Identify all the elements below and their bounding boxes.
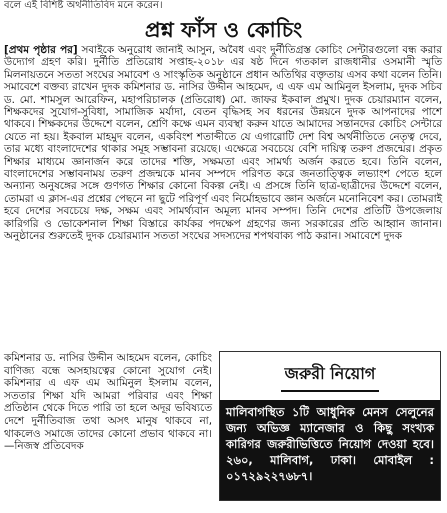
ad-header [220, 352, 440, 400]
ad-title: জরুরী নিয়োগ [281, 361, 380, 392]
previous-article-ending: বলে এই বিশিষ্ট অর্থনীতিবিদ মনে করেন। [4, 0, 163, 11]
continuation-tag: [প্রথম পৃষ্ঠার পর] [4, 44, 78, 56]
continuation-text: কমিশনার ড. নাসির উদ্দীন আহমেদ বলেন, কোচিং বাণিজ্য বন্ধে অসহায়ত্বের কোনো সুযোগ নেই। কমিশনার এ এফ এম আমিনুল ইসলাম বলেন, সততার শিক্ষা যদি আমরা পরিবার এবং শিক্ষা প্রতিষ্ঠান থেকে দিতে পারি তা হলে অদূর ভবিষ্যতে দেশে দুর্নীতিবাজ তথা অসৎ মানুষ থাকবে না, থাকলেও সমাজে তাদের কোনো প্রভাব থাকবে না। —নিজস্ব প্রতিবেদক [4, 352, 212, 453]
article-continuation-column [4, 352, 212, 453]
article-paragraph [4, 44, 442, 243]
article-headline: প্রশ্ন ফাঁস ও কোচিং [144, 17, 303, 42]
ad-body: মালিবাগস্থিত ১টি আধুনিক মেনস সেলুনের জন্য অভিজ্ঞ ম্যানেজার ও কিছু সংখ্যক কারিগর জরুরীভিত্তিতে নিয়োগ দেওয়া হবে। ২৬০, মালিবাগ, ঢাকা। মোবাইল : ০১৭২৯২২৭৬৮৭। [220, 400, 440, 500]
article-body [4, 44, 442, 243]
article-text: সবাইকে অনুরোধ জানাই আসুন, অবৈধ এবং দুর্নীতিগ্রস্ত কোচিং সেন্টারগুলো বন্ধ করার উদ্যোগ গ্রহণ করি। দুর্নীতি প্রতিরোধ সপ্তাহ-২০১৮ এর ষষ্ঠ দিনে গতকাল রাজধানীর ওসমানী স্মৃতি মিলনায়তনে সততা সংঘের সমাবেশ ও সাংস্কৃতিক অনুষ্ঠানে প্রধান অতিথির বক্তৃতায় এসব কথা বলেন তিনি। সমাবেশে বক্তব্য রাখেন দুদক কমিশনার ড. নাসির উদ্দীন আহমেদ, এ এফ এম আমিনুল ইসলাম, দুদক সচিব ড. মো. শামসুল আরেফিন, মহাপরিচালক (প্রতিরোধ) মো. জাফর ইকবাল প্রমুখ। দুদক চেয়ারম্যান বলেন, শিক্ষকদের সুযোগ-সুবিধা, সামাজিক মর্যাদা, বেতন বৃদ্ধিসহ সব ধরনের উন্নয়নে দুদক আপনাদের পাশে থাকবে। শিক্ষকদের উদ্দেশে বলেন, শ্রেণি কক্ষে এমন ব্যবস্থা করুন যাতে আমাদের সন্তানদের কোচিং সেন্টারে যেতে না হয়। ইকবাল মাহমুদ বলেন, একবিংশ শতাব্দীতে যে এগারোটি দেশ বিশ্ব অর্থনীতিতে নেতৃত্ব দেবে, তার মধ্যে বাংলাদেশের থাকার সমূহ সম্ভাবনা রয়েছে। এক্ষেত্রে সবচেয়ে বেশি দায়িত্ব তরুণ প্রজন্মের। প্রকৃত শিক্ষার মাধ্যমে জ্ঞানার্জন করে তাদের শক্তি, সক্ষমতা এবং সামর্থ্য অর্জন করতে হবে। তিনি বলেন, বাংলাদেশের সম্ভাবনাময় তরুণ প্রজন্মকে মানব সম্পদে পরিণত করে জনতাত্ত্বিক লভ্যাংশ পেতে হলে অন্যান্য অনুষঙ্গের সঙ্গে গুণগত শিক্ষার কোনো বিকল্প নেই। এ প্রসঙ্গে তিনি ছাত্র-ছাত্রীদের উদ্দেশে বলেন, তোমরা এ ক্লাস-এর প্রশ্নের পেছনে না ছুটে পরিপূর্ণ এবং নির্মোহভাবে জ্ঞান অর্জনে মনোনিবেশ কর। তোমরাই হবে দেশের সবচেয়ে দক্ষ, সক্ষম এবং সামর্থ্যবান অমূল্য মানব সম্পদ। তিনি দেশের প্রতিটি উপজেলায় কারিগরি ও ভোকেশনাল শিক্ষা বিস্তারে কার্যকর পদক্ষেপ গ্রহণের জন্য সরকারের প্রতি আহ্বান জানান। অনুষ্ঠানের শুরুতেই দুদক চেয়ারম্যান সততা সংঘের সদস্যদের শপথবাক্য পাঠ করান। সমাবেশে দুদক [4, 44, 442, 243]
classified-ad [219, 351, 441, 501]
